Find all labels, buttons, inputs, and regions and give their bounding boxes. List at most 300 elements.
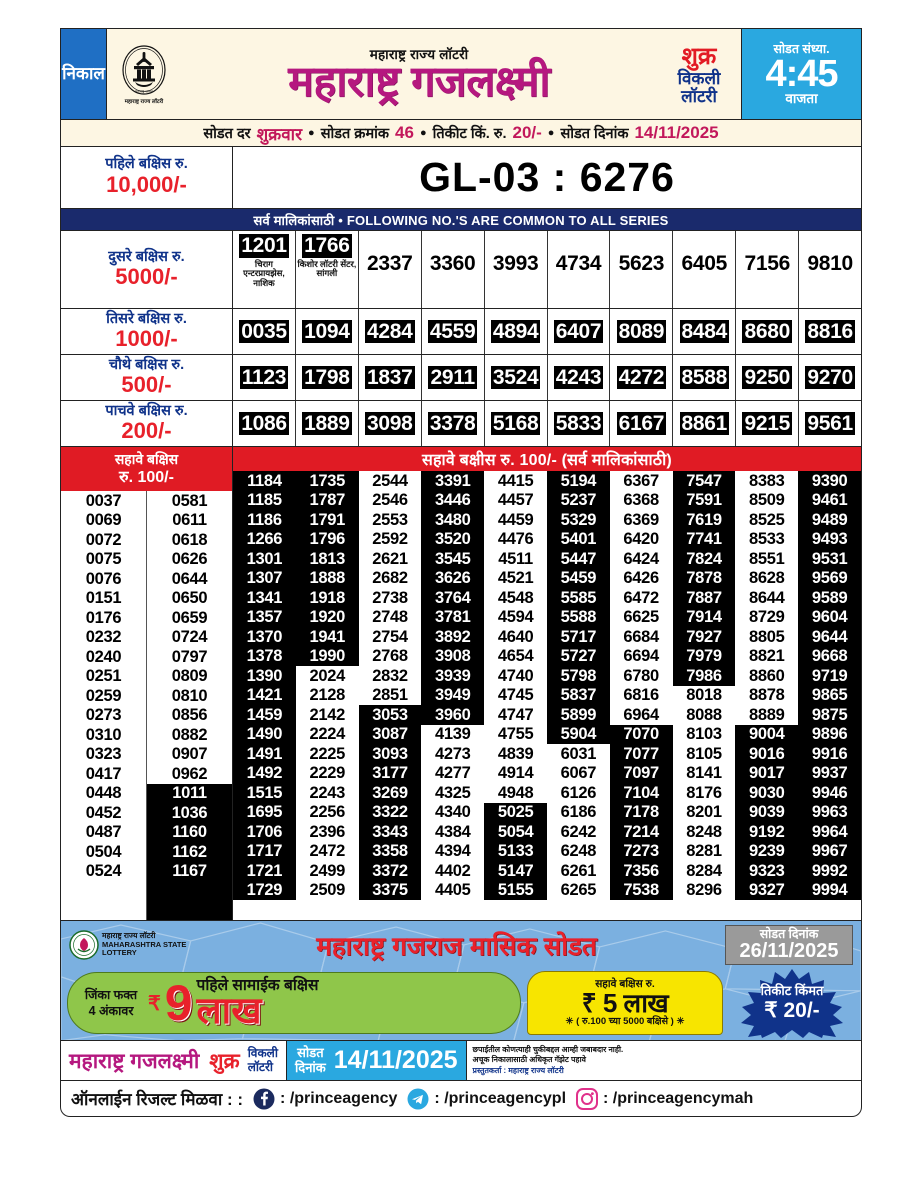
- draw-number-value: 46: [395, 123, 414, 142]
- number-cell: 7356: [610, 861, 673, 881]
- online-result-label: ऑनलाईन रिजल्ट मिळवा : :: [71, 1090, 244, 1109]
- prize-amount-digit: 9: [164, 974, 193, 1031]
- number-cell: 8105: [673, 744, 736, 764]
- draw-time-label: सोडत संध्या.: [773, 42, 830, 56]
- bullet-1: ●: [308, 127, 315, 139]
- number-cell: 9569: [798, 569, 861, 589]
- number-cell: 9967: [798, 842, 861, 862]
- number-cell: 9937: [798, 764, 861, 784]
- number-cell: 1990: [296, 647, 359, 667]
- number-cell: 2225: [296, 744, 359, 764]
- facebook-link[interactable]: [253, 1088, 397, 1110]
- prize-number-cell: [296, 231, 359, 308]
- number-cell: 8805: [735, 627, 798, 647]
- number-cell: 0724: [147, 628, 232, 648]
- facebook-handle[interactable]: : /princeagency: [280, 1089, 398, 1107]
- win-condition-text: [78, 987, 144, 1020]
- number-cell: 8525: [735, 510, 798, 530]
- prize-number-cell: [485, 231, 548, 308]
- number-cell: 9964: [798, 822, 861, 842]
- number-cell: 9489: [798, 510, 861, 530]
- number-cell: 8878: [735, 686, 798, 706]
- prize-number: 8680: [744, 319, 790, 343]
- prize-number-cell: [799, 401, 861, 446]
- number-cell: 1721: [233, 861, 296, 881]
- number-cell: 7741: [673, 530, 736, 550]
- prize-number-cell: [422, 231, 485, 308]
- number-cell: 8088: [673, 705, 736, 725]
- number-cell: 3626: [421, 569, 484, 589]
- prize-number: 9561: [807, 411, 853, 435]
- prize-number: 9810: [807, 252, 853, 275]
- number-cell: 3545: [421, 549, 484, 569]
- telegram-handle[interactable]: : /princeagencypl: [434, 1089, 567, 1107]
- header-subtitle: महाराष्ट्र राज्य लॉटरी: [369, 46, 469, 62]
- number-cell: 2621: [359, 549, 422, 569]
- number-cell: 8281: [673, 842, 736, 862]
- number-cell: 1167: [147, 862, 232, 882]
- prize-number-cell: [799, 355, 861, 400]
- number-cell: 1918: [296, 588, 359, 608]
- number-cell: 5798: [547, 666, 610, 686]
- prize-number-cell: [736, 401, 799, 446]
- fourth-prize-amount: 500/-: [121, 372, 172, 398]
- footer-vikli-line2: लॉटरी: [247, 1059, 273, 1074]
- number-cell: 0075: [61, 550, 146, 570]
- number-cell: 0076: [61, 569, 146, 589]
- number-cell: 8201: [673, 803, 736, 823]
- agent-name: किशोर लॉटरी सेंटर, सांगली: [297, 258, 357, 279]
- number-cell: 7077: [610, 744, 673, 764]
- prize-number-cell: [610, 231, 673, 308]
- prize-number-cell: [485, 309, 548, 354]
- telegram-link[interactable]: [407, 1088, 566, 1110]
- number-cell: 5717: [547, 627, 610, 647]
- shared-prize-label: पहिले सामाईक बक्षिस: [196, 977, 319, 995]
- prize-number-cell: [359, 309, 422, 354]
- number-cell: 9875: [798, 705, 861, 725]
- number-cell: 1266: [233, 530, 296, 550]
- second-prize-label-cell: [61, 231, 233, 308]
- third-prize-amount: 1000/-: [115, 326, 178, 352]
- fifth-prize-label: पाचवे बक्षिस रु.: [105, 403, 188, 420]
- number-cell: 3446: [421, 491, 484, 511]
- prize-number: 4894: [492, 319, 539, 343]
- draw-date-value: 14/11/2025: [634, 123, 719, 142]
- number-cell: 0417: [61, 764, 146, 784]
- number-cell: 5155: [484, 881, 547, 901]
- number-cell: 9604: [798, 608, 861, 628]
- number-cell: 9030: [735, 783, 798, 803]
- number-cell: 2851: [359, 686, 422, 706]
- number-cell: 8860: [735, 666, 798, 686]
- number-cell: 0151: [61, 589, 146, 609]
- number-cell: 7878: [673, 569, 736, 589]
- prize-number: 4284: [367, 319, 413, 343]
- number-cell: 4521: [484, 569, 547, 589]
- prize-number: 4243: [555, 365, 602, 389]
- prize-number-cell: [548, 309, 611, 354]
- number-cell: 9992: [798, 861, 861, 881]
- prize-number: 6167: [618, 411, 665, 435]
- number-cell: 6964: [610, 705, 673, 725]
- number-cell: 0810: [147, 686, 232, 706]
- promo-title: महाराष्ट्र गजराज मासिक सोडत: [316, 931, 597, 961]
- number-cell: 9963: [798, 803, 861, 823]
- day-value: शुक्रवार: [256, 124, 303, 144]
- number-cell: 0644: [147, 569, 232, 589]
- promo-sixth-note: ✳ ( रु.100 च्या 5000 बक्षिसे ) ✳: [565, 1016, 685, 1028]
- number-cell: 0611: [147, 511, 232, 531]
- number-cell: 3391: [421, 471, 484, 491]
- number-cell: 9896: [798, 725, 861, 745]
- state-emblem-icon: [121, 44, 167, 96]
- page-title: महाराष्ट्र गजलक्ष्मी: [288, 57, 550, 106]
- number-cell: 5837: [547, 686, 610, 706]
- instagram-icon[interactable]: [576, 1088, 598, 1110]
- sixth-prize-left-columns: [61, 491, 232, 920]
- number-cell: 4745: [484, 686, 547, 706]
- number-cell: 0487: [61, 823, 146, 843]
- number-cell: 7914: [673, 608, 736, 628]
- number-cell: 5401: [547, 530, 610, 550]
- number-cell: 7178: [610, 803, 673, 823]
- number-cell: 3343: [359, 822, 422, 842]
- third-prize-label-cell: [61, 309, 233, 354]
- number-cell: 3960: [421, 705, 484, 725]
- number-cell: 3520: [421, 530, 484, 550]
- ticket-price-value: 20/-: [512, 123, 542, 142]
- number-cell: 9017: [735, 764, 798, 784]
- number-cell: 0240: [61, 647, 146, 667]
- prize-number: 6407: [555, 319, 602, 343]
- number-cell: 4948: [484, 783, 547, 803]
- number-cell: 4459: [484, 510, 547, 530]
- prize-number: 4559: [429, 319, 476, 343]
- number-cell: 9946: [798, 783, 861, 803]
- number-cell: 1160: [147, 823, 232, 843]
- number-cell: 2754: [359, 627, 422, 647]
- number-cell: 5904: [547, 725, 610, 745]
- instagram-handle[interactable]: : /princeagencymah: [603, 1089, 754, 1107]
- prize-number-cell: [485, 355, 548, 400]
- number-cell: 2229: [296, 764, 359, 784]
- number-cell: 0618: [147, 530, 232, 550]
- lottery-label: लॉटरी: [681, 86, 717, 106]
- footer-vikli-line1: विकली: [247, 1045, 278, 1060]
- footer-social-bar: [60, 1081, 862, 1117]
- prize-number-cell: [422, 401, 485, 446]
- number-cell: 5237: [547, 491, 610, 511]
- number-cell: 7097: [610, 764, 673, 784]
- number-cell: 2256: [296, 803, 359, 823]
- number-cell: 9461: [798, 491, 861, 511]
- number-cell: 3892: [421, 627, 484, 647]
- number-cell: 9916: [798, 744, 861, 764]
- number-cell: 4277: [421, 764, 484, 784]
- number-cell: [147, 881, 232, 901]
- number-cell: 8383: [735, 471, 798, 491]
- number-cell: 6367: [610, 471, 673, 491]
- footer-disclaimer: [466, 1041, 861, 1080]
- prize-number-cell: [548, 231, 611, 308]
- draw-time-suffix: वाजता: [785, 90, 818, 106]
- number-cell: [147, 901, 232, 921]
- prize-number: 8816: [807, 319, 853, 343]
- number-column: [484, 471, 547, 920]
- prize-number-cell: [799, 231, 861, 308]
- number-cell: 4139: [421, 725, 484, 745]
- footer-date-label-line1: सोडत: [297, 1045, 324, 1061]
- number-cell: 6424: [610, 549, 673, 569]
- number-cell: 7214: [610, 822, 673, 842]
- number-cell: 1490: [233, 725, 296, 745]
- number-cell: 3781: [421, 608, 484, 628]
- number-cell: 1307: [233, 569, 296, 589]
- prize-number: 3098: [367, 411, 413, 435]
- number-cell: 7887: [673, 588, 736, 608]
- number-cell: 1185: [233, 491, 296, 511]
- prize-number-cell: [736, 355, 799, 400]
- facebook-icon[interactable]: [253, 1088, 275, 1110]
- fifth-prize-numbers: [233, 401, 861, 446]
- number-cell: 1011: [147, 784, 232, 804]
- draw-time-value: 4:45: [765, 52, 838, 95]
- number-cell: 1357: [233, 608, 296, 628]
- number-cell: 7070: [610, 725, 673, 745]
- number-cell: 5588: [547, 608, 610, 628]
- prize-number-cell: [296, 401, 359, 446]
- number-cell: 9644: [798, 627, 861, 647]
- prize-number: 1766: [304, 234, 350, 257]
- number-cell: 5459: [547, 569, 610, 589]
- ticket-price-label: तिकीट किं. रु.: [432, 126, 507, 142]
- number-cell: 2224: [296, 725, 359, 745]
- number-cell: 0232: [61, 628, 146, 648]
- number-cell: 1370: [233, 627, 296, 647]
- number-cell: 8248: [673, 822, 736, 842]
- number-cell: 0809: [147, 667, 232, 687]
- number-cell: 6420: [610, 530, 673, 550]
- fifth-prize-amount: 200/-: [121, 418, 172, 444]
- number-cell: 1515: [233, 783, 296, 803]
- number-cell: 8018: [673, 686, 736, 706]
- number-cell: 8533: [735, 530, 798, 550]
- vikli-label: विकली: [677, 68, 721, 88]
- number-cell: 2748: [359, 608, 422, 628]
- number-cell: 0524: [61, 862, 146, 882]
- prize-number-cell: [233, 401, 296, 446]
- number-cell: 1735: [296, 471, 359, 491]
- number-cell: 0251: [61, 667, 146, 687]
- number-cell: 1729: [233, 881, 296, 901]
- number-cell: 3480: [421, 510, 484, 530]
- number-cell: 0310: [61, 725, 146, 745]
- prize-number-cell: [610, 355, 673, 400]
- number-cell: 0273: [61, 706, 146, 726]
- result-sheet: [60, 28, 862, 1117]
- number-cell: 7979: [673, 647, 736, 667]
- number-cell: 0581: [147, 491, 232, 511]
- number-cell: 9327: [735, 881, 798, 901]
- number-cell: 2472: [296, 842, 359, 862]
- win-condition-line1: जिंका फक्त: [84, 987, 138, 1002]
- number-column: [359, 471, 422, 920]
- number-cell: 3358: [359, 842, 422, 862]
- number-column: [610, 471, 673, 920]
- number-cell: 9004: [735, 725, 798, 745]
- number-cell: 0626: [147, 550, 232, 570]
- number-cell: 1186: [233, 510, 296, 530]
- prize-number: 9270: [807, 365, 853, 389]
- number-cell: 2544: [359, 471, 422, 491]
- promo-date-label: सोडत दिनांक: [759, 926, 819, 941]
- number-cell: 8284: [673, 861, 736, 881]
- number-cell: 9016: [735, 744, 798, 764]
- number-cell: 0037: [61, 491, 146, 511]
- prize-number: 3524: [492, 365, 539, 389]
- first-prize-amount: 10,000/-: [106, 172, 187, 198]
- disclaimer-line1: छपाईतील कोणत्याही चुकीबद्दल आम्ही जबाबदार नाही.: [472, 1044, 624, 1054]
- number-column: [61, 491, 147, 920]
- number-cell: 7538: [610, 881, 673, 901]
- header-title-block: [181, 29, 657, 119]
- number-cell: 5727: [547, 647, 610, 667]
- number-cell: 4273: [421, 744, 484, 764]
- number-cell: 5585: [547, 588, 610, 608]
- number-cell: 1717: [233, 842, 296, 862]
- number-cell: 0259: [61, 686, 146, 706]
- third-prize-label: तिसरे बक्षिस रु.: [106, 311, 187, 328]
- number-cell: 3322: [359, 803, 422, 823]
- number-cell: 8176: [673, 783, 736, 803]
- number-cell: 6369: [610, 510, 673, 530]
- number-cell: 9239: [735, 842, 798, 862]
- number-column: [296, 471, 359, 920]
- number-cell: 6684: [610, 627, 673, 647]
- number-cell: 9323: [735, 861, 798, 881]
- number-cell: 0856: [147, 706, 232, 726]
- number-cell: 8296: [673, 881, 736, 901]
- number-column: [798, 471, 861, 920]
- number-cell: 2509: [296, 881, 359, 901]
- number-cell: 4340: [421, 803, 484, 823]
- prize-number: 2911: [430, 365, 475, 389]
- number-cell: 6186: [547, 803, 610, 823]
- number-cell: 2396: [296, 822, 359, 842]
- instagram-link[interactable]: [576, 1088, 753, 1110]
- svg-text:महाराष्ट्र शासन: महाराष्ट्र शासन: [135, 89, 153, 94]
- number-cell: 2553: [359, 510, 422, 530]
- promo-emblem-icon: [69, 929, 99, 961]
- number-cell: 7986: [673, 666, 736, 686]
- fourth-prize-label: चौथे बक्षिस रु.: [108, 357, 185, 374]
- disclaimer-line2: अचूक निकालासाठी अधिकृत गॅझेट पहावे: [472, 1055, 586, 1065]
- number-column: [547, 471, 610, 920]
- prize-number-cell: [296, 355, 359, 400]
- fourth-prize-row: [60, 355, 862, 401]
- telegram-icon[interactable]: [407, 1088, 429, 1110]
- promo-emblem-line2: MAHARASHTRA STATE LOTTERY: [102, 939, 187, 958]
- number-cell: 4457: [484, 491, 547, 511]
- prize-number: 5168: [492, 411, 539, 435]
- number-cell: [61, 901, 146, 921]
- prize-number-cell: [673, 401, 736, 446]
- number-cell: 3764: [421, 588, 484, 608]
- prize-number-cell: [799, 309, 861, 354]
- sixth-prize-label: सहावे बक्षिस: [114, 451, 179, 467]
- footer-shukra: शुक्र: [209, 1049, 240, 1073]
- number-cell: 5133: [484, 842, 547, 862]
- promo-emblem-caption: [102, 932, 188, 958]
- number-cell: 6625: [610, 608, 673, 628]
- second-prize-label: दुसरे बक्षिस रु.: [108, 249, 185, 266]
- prize-number: 8588: [681, 365, 728, 389]
- number-cell: 6242: [547, 822, 610, 842]
- prize-number: 0035: [241, 319, 287, 343]
- footer-brand-bar: [60, 1041, 862, 1081]
- number-cell: 0797: [147, 647, 232, 667]
- number-cell: 3053: [359, 705, 422, 725]
- number-cell: 2546: [359, 491, 422, 511]
- prize-number-cell: [673, 355, 736, 400]
- number-cell: 6816: [610, 686, 673, 706]
- prize-number: 1837: [367, 365, 413, 389]
- first-shared-prize-pill: [67, 972, 521, 1034]
- number-cell: 4740: [484, 666, 547, 686]
- footer-title: महाराष्ट्र गजलक्ष्मी: [69, 1049, 200, 1073]
- number-cell: 0504: [61, 842, 146, 862]
- prize-number: 1201: [241, 234, 287, 257]
- sixth-prize-banner: सहावे बक्षीस रु. 100/- (सर्व मालिकांसाठी): [233, 447, 861, 471]
- disclaimer-line3: प्रस्तुतकर्ता : महाराष्ट्र राज्य लॉटरी: [472, 1065, 564, 1075]
- bullet-3: ●: [547, 127, 555, 139]
- number-cell: 6780: [610, 666, 673, 686]
- prize-number: 8089: [618, 319, 665, 343]
- prize-number-cell: [610, 401, 673, 446]
- number-cell: 8729: [735, 608, 798, 628]
- number-cell: 1695: [233, 803, 296, 823]
- common-series-banner: सर्व मालिकांसाठी • FOLLOWING NO.'S ARE COMMON TO ALL SERIES: [60, 209, 862, 231]
- number-cell: 0452: [61, 803, 146, 823]
- number-cell: 4511: [484, 549, 547, 569]
- number-cell: 4747: [484, 705, 547, 725]
- prize-number-cell: [736, 231, 799, 308]
- fifth-prize-label-cell: [61, 401, 233, 446]
- number-cell: 4594: [484, 608, 547, 628]
- number-cell: 4654: [484, 647, 547, 667]
- second-prize-row: [60, 231, 862, 309]
- number-cell: 1378: [233, 647, 296, 667]
- number-cell: 0659: [147, 608, 232, 628]
- number-column: [735, 471, 798, 920]
- first-prize-label-cell: [61, 147, 233, 208]
- number-cell: 4914: [484, 764, 547, 784]
- second-prize-amount: 5000/-: [115, 264, 178, 290]
- number-cell: 4405: [421, 881, 484, 901]
- number-cell: 0962: [147, 764, 232, 784]
- prize-number-cell: [296, 309, 359, 354]
- number-column: [673, 471, 736, 920]
- number-cell: 3375: [359, 881, 422, 901]
- number-cell: 7927: [673, 627, 736, 647]
- number-cell: 6368: [610, 491, 673, 511]
- number-cell: 9493: [798, 530, 861, 550]
- prize-number: 3993: [492, 252, 539, 275]
- number-cell: 4476: [484, 530, 547, 550]
- number-cell: 6694: [610, 647, 673, 667]
- prize-number-cell: [359, 401, 422, 446]
